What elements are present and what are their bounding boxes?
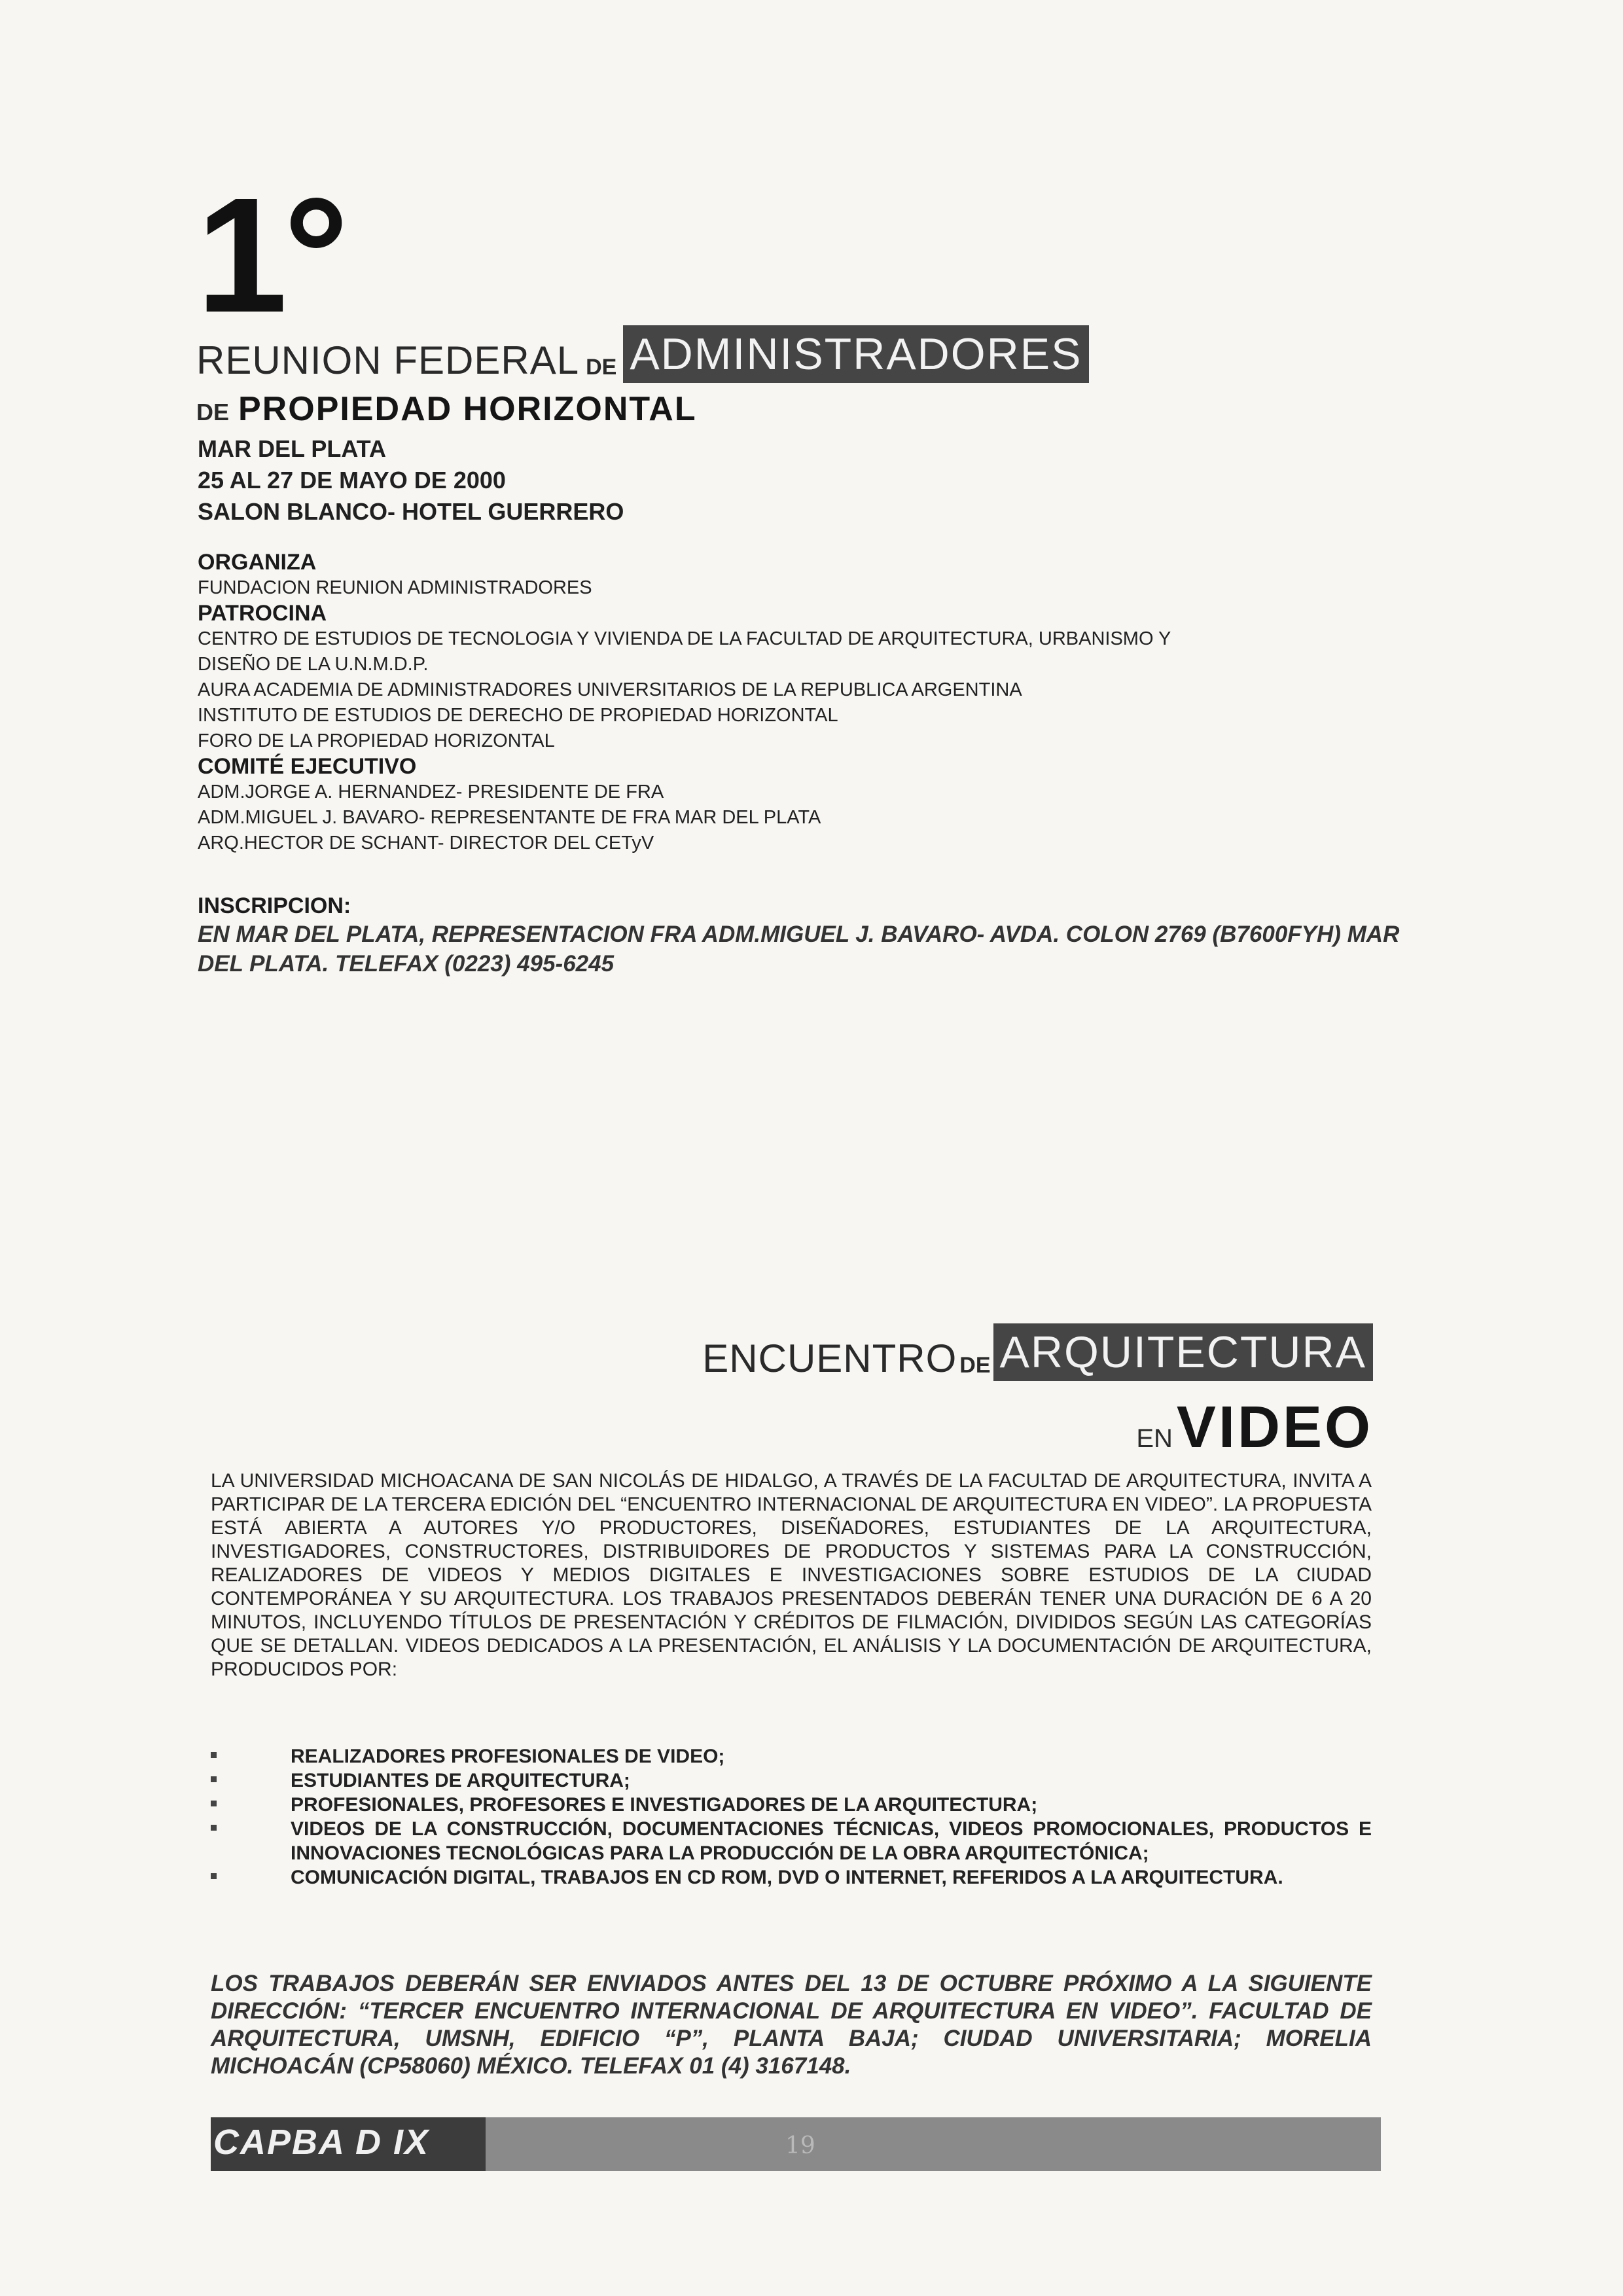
list-item-text: COMUNICACIÓN DIGITAL, TRABAJOS EN CD ROM, DVD O INTERNET, REFERIDOS A LA ARQUITECTURA. — [291, 1867, 1283, 1888]
section-ordinal: 1° — [196, 164, 346, 346]
list-item-text: PROFESIONALES, PROFESORES E INVESTIGADORES DE LA ARQUITECTURA; — [291, 1794, 1038, 1816]
subtitle-connector: DE — [196, 399, 230, 425]
comite-label: COMITÉ EJECUTIVO — [198, 754, 417, 779]
bullet-icon — [211, 1873, 217, 1879]
list-item-text: VIDEOS DE LA CONSTRUCCIÓN, DOCUMENTACIONES TÉCNICAS, VIDEOS PROMOCIONALES, PRODUCTOS E INNOVACIONES TECNOLÓGICAS PARA LA PRODUCCIÓN DE LA OBRA ARQUITECTÓNICA; — [291, 1818, 1372, 1864]
bullet-icon — [211, 1801, 217, 1806]
submission-notice: LOS TRABAJOS DEBERÁN SER ENVIADOS ANTES DEL 13 DE OCTUBRE PRÓXIMO A LA SIGUIENTE DIRECCIÓN: “TERCER ENCUENTRO INTERNACIONAL DE ARQUITECTURA EN VIDEO”. FACULTAD DE ARQUITECTURA, UMSNH, EDIFICIO “P”, PLANTA BAJA; CIUDAD UNIVERSITARIA; MORELIA MICHOACÁN (CP58060) MÉXICO. TELEFAX 01 (4) 3167148. — [211, 1971, 1372, 2079]
list-item — [211, 1865, 1372, 1890]
patrocina-item: FORO DE LA PROPIEDAD HORIZONTAL — [198, 730, 555, 751]
subtitle-text: PROPIEDAD HORIZONTAL — [238, 390, 697, 428]
list-item — [211, 1793, 1372, 1817]
patrocina-item: INSTITUTO DE ESTUDIOS DE DERECHO DE PROPIEDAD HORIZONTAL — [198, 705, 838, 726]
title-connector: DE — [586, 355, 617, 380]
title-part1: REUNION FEDERAL — [196, 338, 580, 382]
title-connector: DE — [959, 1353, 991, 1378]
patrocina-item: DISEÑO DE LA U.N.M.D.P. — [198, 654, 429, 675]
title-part1: ENCUENTRO — [702, 1336, 957, 1380]
bullet-icon — [211, 1752, 217, 1758]
credits-block — [198, 550, 1389, 856]
comite-item: ADM.MIGUEL J. BAVARO- REPRESENTANTE DE FRA MAR DEL PLATA — [198, 807, 821, 828]
category-list — [211, 1744, 1372, 1890]
organiza-label: ORGANIZA — [198, 550, 317, 575]
inscripcion-text: EN MAR DEL PLATA, REPRESENTACION FRA ADM.MIGUEL J. BAVARO- AVDA. COLON 2769 (B7600FYH) MAR DEL PLATA. TELEFAX (0223) 495-6245 — [198, 922, 1400, 977]
list-item — [211, 1817, 1372, 1865]
section2-subtitle — [1130, 1394, 1373, 1462]
event-city: MAR DEL PLATA — [198, 435, 386, 462]
subtitle-text: VIDEO — [1176, 1395, 1373, 1460]
section1-title — [196, 324, 1089, 383]
event-dates: 25 AL 27 DE MAYO DE 2000 — [198, 467, 506, 493]
comite-item: ADM.JORGE A. HERNANDEZ- PRESIDENTE DE FRA — [198, 781, 664, 802]
subtitle-connector: EN — [1136, 1424, 1173, 1453]
list-item-text: ESTUDIANTES DE ARQUITECTURA; — [291, 1770, 630, 1791]
page-number: 19 — [785, 2132, 815, 2159]
section1-subtitle — [196, 389, 697, 429]
bullet-icon — [211, 1776, 217, 1782]
intro-paragraph: LA UNIVERSIDAD MICHOACANA DE SAN NICOLÁS DE HIDALGO, A TRAVÉS DE LA FACULTAD DE ARQUITECTURA, INVITA A PARTICIPAR DE LA TERCERA EDICIÓN DEL “ENCUENTRO INTERNACIONAL DE ARQUITECTURA EN VIDEO”. LA PROPUESTA ESTÁ ABIERTA A AUTORES Y/O PRODUCTORES, DISEÑADORES, ESTUDIANTES DE LA ARQUITECTURA, INVESTIGADORES, CONSTRUCTORES, DISTRIBUIDORES DE PRODUCTOS Y SISTEMAS PARA LA CONSTRUCCIÓN, REALIZADORES DE VIDEOS Y MEDIOS DIGITALES E INVESTIGACIONES SOBRE ESTUDIOS DE LA CIUDAD CONTEMPORÁNEA Y SU ARQUITECTURA. LOS TRABAJOS PRESENTADOS DEBERÁN TENER UNA DURACIÓN DE 6 A 20 MINUTOS, INCLUYENDO TÍTULOS DE PRESENTACIÓN Y CRÉDITOS DE FILMACIÓN, DIVIDIDOS SEGÚN LAS CATEGORÍAS QUE SE DETALLAN. VIDEOS DEDICADOS A LA PRESENTACIÓN, EL ANÁLISIS Y LA DOCUMENTACIÓN DE ARQUITECTURA, PRODUCIDOS POR: — [211, 1470, 1372, 1680]
organiza-item: FUNDACION REUNION ADMINISTRADORES — [198, 577, 592, 598]
section2-title — [702, 1322, 1373, 1381]
footer-label: CAPBA D IX — [213, 2123, 430, 2162]
title-highlight: ARQUITECTURA — [993, 1323, 1373, 1381]
inscripcion-label: INSCRIPCION: — [198, 893, 351, 918]
bullet-icon — [211, 1825, 217, 1831]
patrocina-label: PATROCINA — [198, 601, 327, 626]
patrocina-item: CENTRO DE ESTUDIOS DE TECNOLOGIA Y VIVIENDA DE LA FACULTAD DE ARQUITECTURA, URBANISMO Y — [198, 628, 1171, 649]
title-highlight: ADMINISTRADORES — [623, 325, 1088, 383]
comite-item: ARQ.HECTOR DE SCHANT- DIRECTOR DEL CETyV — [198, 833, 654, 853]
list-item-text: REALIZADORES PROFESIONALES DE VIDEO; — [291, 1746, 725, 1767]
list-item — [211, 1768, 1372, 1793]
patrocina-item: AURA ACADEMIA DE ADMINISTRADORES UNIVERSITARIOS DE LA REPUBLICA ARGENTINA — [198, 679, 1022, 700]
list-item — [211, 1744, 1372, 1768]
event-venue: SALON BLANCO- HOTEL GUERRERO — [198, 498, 624, 525]
